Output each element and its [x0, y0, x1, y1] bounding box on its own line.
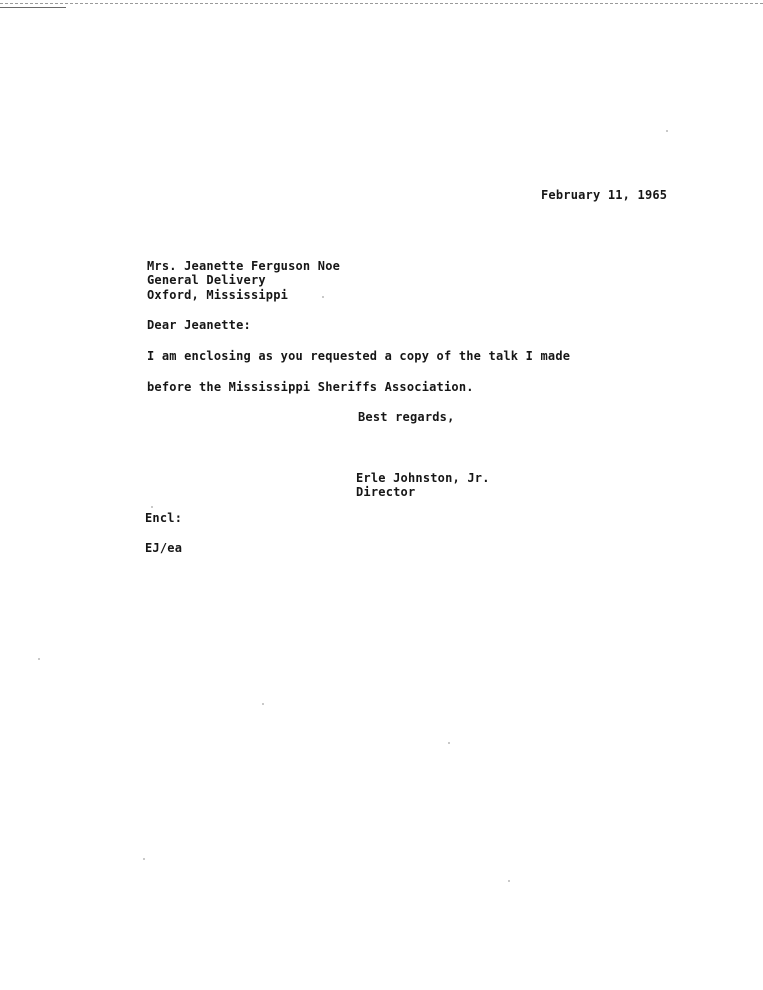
- body-line-2: before the Mississippi Sheriffs Association.: [147, 380, 474, 394]
- scan-speck: [508, 880, 510, 882]
- body-line-1: I am enclosing as you requested a copy of the talk I made: [147, 349, 571, 363]
- enclosure-note: Encl:: [145, 511, 183, 525]
- salutation: Dear Jeanette:: [147, 318, 251, 332]
- perforated-edge: [0, 3, 763, 4]
- scan-speck: [151, 506, 153, 508]
- recipient-city-line: Oxford, Mississippi: [147, 288, 289, 302]
- reference-initials: EJ/ea: [145, 541, 183, 555]
- recipient-name: Mrs. Jeanette Ferguson Noe: [147, 259, 341, 273]
- recipient-address-line: General Delivery: [147, 273, 266, 287]
- scan-speck: [666, 130, 668, 132]
- scan-speck: [143, 858, 145, 860]
- closing: Best regards,: [358, 410, 455, 424]
- signer-title: Director: [356, 485, 416, 499]
- letter-date: February 11, 1965: [541, 188, 668, 202]
- scan-speck: [448, 742, 450, 744]
- page-edge-mark: [0, 7, 66, 8]
- scan-speck: [38, 658, 40, 660]
- signer-name: Erle Johnston, Jr.: [356, 471, 490, 485]
- scan-speck: [262, 703, 264, 705]
- scan-speck: [322, 296, 324, 298]
